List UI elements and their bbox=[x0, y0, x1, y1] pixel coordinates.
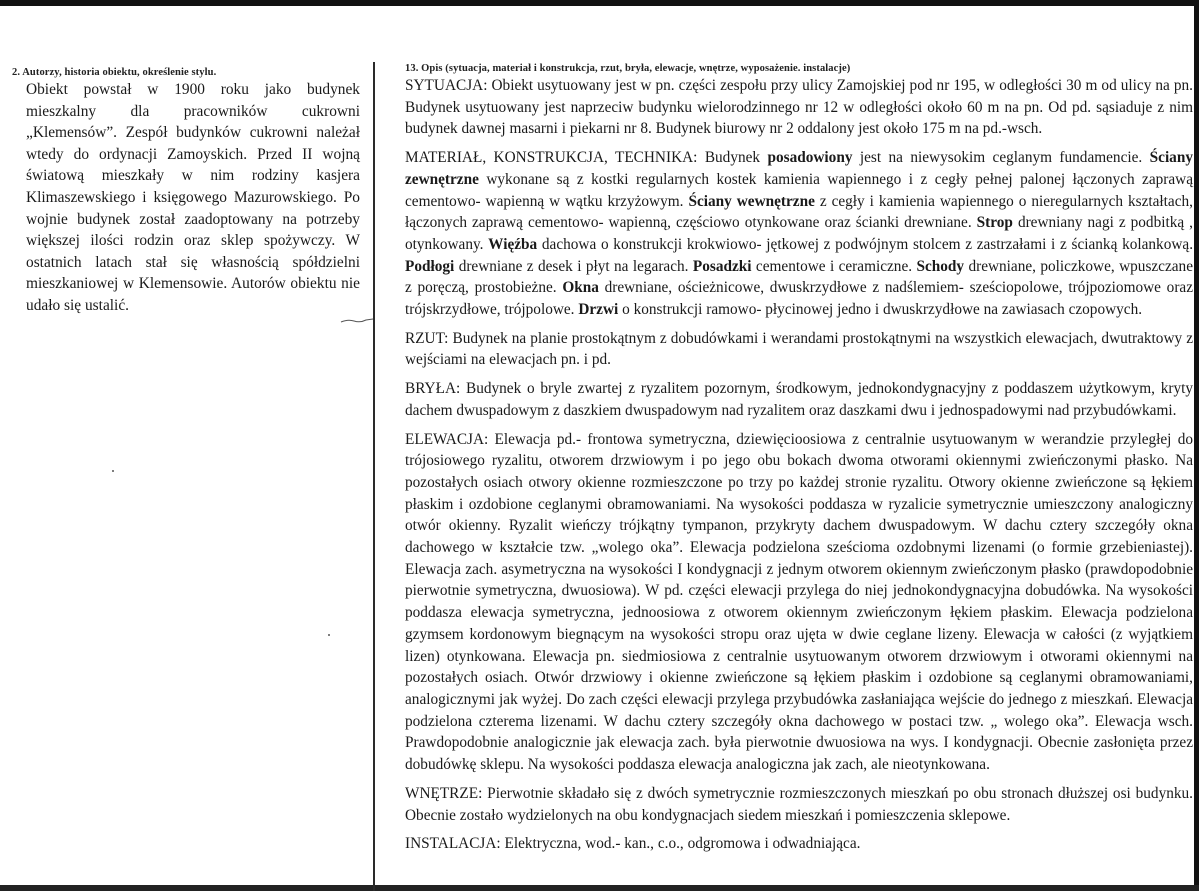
material-text: Budynek bbox=[697, 149, 768, 167]
history-heading: 2. Autorzy, historia obiektu, określenie stylu. bbox=[12, 67, 217, 78]
sytuacja-label: SYTUACJA: bbox=[405, 77, 488, 94]
scan-right-edge bbox=[1194, 0, 1199, 891]
material-term: Okna bbox=[562, 279, 599, 297]
material-term: Ściany zewnętrzne bbox=[405, 149, 1193, 188]
material-text: drewniane, ościeżnicowe, dwuskrzydłowe z nadślemiem- sześciopolowe, trójpoziomowe oraz trójskrzydłowe, trójpolowe. bbox=[405, 279, 1193, 319]
rzut-label: RZUT: bbox=[405, 329, 449, 347]
material-text: drewniany nagi z podbitką , otynkowany. bbox=[405, 214, 1193, 253]
material-term: Schody bbox=[916, 257, 965, 275]
pen-mark-icon bbox=[340, 316, 374, 326]
scan-top-edge bbox=[0, 0, 1199, 6]
scan-speck bbox=[112, 470, 114, 472]
instalacja-text: Elektryczna, wod.- kan., c.o., odgromowa i odwadniająca. bbox=[500, 835, 861, 853]
material-text: wykonane są z kostki regularnych kostek kamienia wapiennego i z cegły pełnej palonej łączonych zaprawą cementowo- wapienną w wątku krzyżowym. bbox=[405, 170, 1193, 210]
section-sytuacja bbox=[405, 75, 1193, 140]
material-text: drewniane z desek i płyt na legarach. bbox=[454, 257, 693, 275]
section-rzut bbox=[405, 328, 1193, 371]
material-term: Podłogi bbox=[405, 257, 455, 275]
section-instalacja bbox=[405, 833, 1193, 855]
material-term: Ściany wewnętrzne bbox=[688, 192, 815, 210]
elewacja-text: Elewacja pd.- frontowa symetryczna, dziewięcioosiowa z centralnie usytuowanym w werandzie przyległej do trójosiowego ryzalitu, otworem drzwiowym i po jego obu bokach dwoma otworami okiennymi zwieńczonymi płasko. Na pozostałych osiach otwory okienne rozmieszczone po trzy po każdej stronie ryzalitu. Otwory okienne zwieńczone są łękiem płaskim i ozdobione ceglanymi obramowaniami. Na wysokości poddasza w ryzalicie symetrycznie umieszczony analogiczny otwór okienny. Ryzalit wieńczy trójkątny tympanon, przykryty dachem dwuspadowym. W dachu cztery szczegóły okna dachowego w kształcie tzw. „wolego oka”. Elewacja podzielona sześcioma ozdobnymi lizenami (o formie grzebieniastej). Elewacja zach. asymetryczna na wysokości I kondygnacji z jednym otworem okiennym zwieńczonym płasko (prawdopodobnie pierwotnie symetryczna, dwuosiowa). W pd. części elewacji przylega do niej jednokondygnacyjna dobudówka. Na wysokości poddasza elewacja symetryczna, jednoosiowa z otworem okiennym zwieńczonym łękiem płaskim. Elewacja podzielona gzymsem kordonowym biegnącym na wysokości stropu oraz ujęta w dwie ceglane lizeny. Elewacja w całości (z wyjątkiem lizen) otynkowana. Elewacja pn. siedmiosiowa z centralnie usytuowanym otworem drzwiowym i otworami okiennymi na pozostałych osiach. Otwór drzwiowy i okienne zwieńczone są łękiem płaskim i ozdobione są ceglanymi obramowaniami, analogicznymi jak wyżej. Do zach części elewacji przylega przybudówka zasłaniająca wejście do jednego z mieszkań. Elewacja podzielona czterema lizenami. W dachu cztery szczegóły okna dachowego w postaci tzw. „ wolego oka”. Elewacja wsch. Prawdopodobnie analogicznie jak elewacja zach. była pierwotnie dwuosiowa na wys. I kondygnacji. Obecnie zasłonięta przez dobudówkę sklepu. Na wysokości poddasza elewacja analogiczna jak zach, ale nieotynkowana. bbox=[405, 430, 1193, 774]
rzut-text: Budynek na planie prostokątnym z dobudówkami i werandami prostokątnymi na wszystkich elewacjach, dwutraktowy z wejściami na elewacjach pn. i pd. bbox=[405, 329, 1193, 369]
section-material bbox=[405, 147, 1193, 321]
material-text: dachowa o konstrukcji krokwiowo- jętkowej z podwójnym stolcem z zastrzałami i z ścianką kolankową. bbox=[537, 235, 1194, 253]
material-label: MATERIAŁ, KONSTRUKCJA, TECHNIKA: bbox=[405, 149, 698, 167]
section-wnetrze bbox=[405, 783, 1193, 826]
material-text: drewniane, policzkowe, wpuszczane z poręczą, prostobieżne. bbox=[405, 257, 1193, 297]
material-text: cementowe i ceramiczne. bbox=[751, 257, 917, 275]
section-elewacja bbox=[405, 429, 1193, 776]
column-divider bbox=[373, 62, 375, 891]
material-text: z cegły i kamienia wapiennego o nieregularnych kształtach, łączonych zaprawą cementowo- wapienną, częściowo otynkowane oraz ścianki drewniane. bbox=[405, 192, 1193, 232]
material-text: jest na niewysokim ceglanym fundamencie. bbox=[852, 149, 1150, 167]
sytuacja-text: Obiekt usytuowany jest w pn. części zespołu przy ulicy Zamojskiej pod nr 195, w odległości 30 m od ulicy na pn. Budynek usytuowany jest naprzeciw budynku wielorodzinnego nr 12 w odległości około 60 m na pn. Od pd. sąsiaduje z nim budynek dawnej masarni i piekarni nr 8. Budynek biurowy nr 2 oddalony jest około 175 m na pd.-wsch. bbox=[405, 77, 1193, 138]
elewacja-label: ELEWACJA: bbox=[405, 430, 489, 448]
description-heading: 13. Opis (sytuacja, materiał i konstrukcja, rzut, bryła, elewacje, wnętrze, wyposażenie. instalacje) bbox=[405, 63, 851, 74]
wnetrze-text: Pierwotnie składało się z dwóch symetrycznie rozmieszczonych mieszkań po obu stronach dłuższej osi budynku. Obecnie zostało wydzielonych na obu kondygnacjach siedem mieszkań i pomieszczenia sklepowe. bbox=[405, 784, 1193, 824]
bryla-label: BRYŁA: bbox=[405, 380, 461, 398]
material-term: Więźba bbox=[488, 235, 538, 253]
material-term: Strop bbox=[976, 214, 1013, 232]
material-term: Posadzki bbox=[692, 257, 752, 275]
section-bryla bbox=[405, 378, 1193, 421]
scan-bottom-edge bbox=[0, 885, 1199, 891]
material-term: posadowiony bbox=[767, 149, 853, 167]
instalacja-label: INSTALACJA: bbox=[405, 835, 501, 853]
scan-speck bbox=[328, 634, 330, 636]
history-column bbox=[12, 66, 360, 317]
wnetrze-label: WNĘTRZE: bbox=[405, 784, 483, 802]
material-term: Drzwi bbox=[578, 301, 619, 319]
history-text: Obiekt powstał w 1900 roku jako budynek mieszkalny dla pracowników cukrowni „Klemensów”. Zespół budynków cukrowni należał wtedy do ordynacji Zamoyskich. Przed II wojną światową mieszkały w nim rodziny kasjera Klimaszewskiego i księgowego Mazurowskiego. Po wojnie budynek został zaadoptowany na potrzeby większej ilości rodzin oraz sklep spożywczy. W ostatnich latach stał się własnością spółdzielni mieszkaniowej w Klemensowie. Autorów obiektu nie udało się ustalić. bbox=[26, 81, 360, 314]
material-text: o konstrukcji ramowo- płycinowej jedno i dwuskrzydłowe na zawiasach czopowych. bbox=[618, 301, 1143, 319]
description-column bbox=[405, 62, 1193, 855]
bryla-text: Budynek o bryle zwartej z ryzalitem pozornym, środkowym, jednokondygnacyjny z poddaszem użytkowym, kryty dachem dwuspadowym z daszkiem dwuspadowym nad ryzalitem oraz daszkami dwu i jednospadowymi nad przybudówkami. bbox=[405, 380, 1193, 419]
